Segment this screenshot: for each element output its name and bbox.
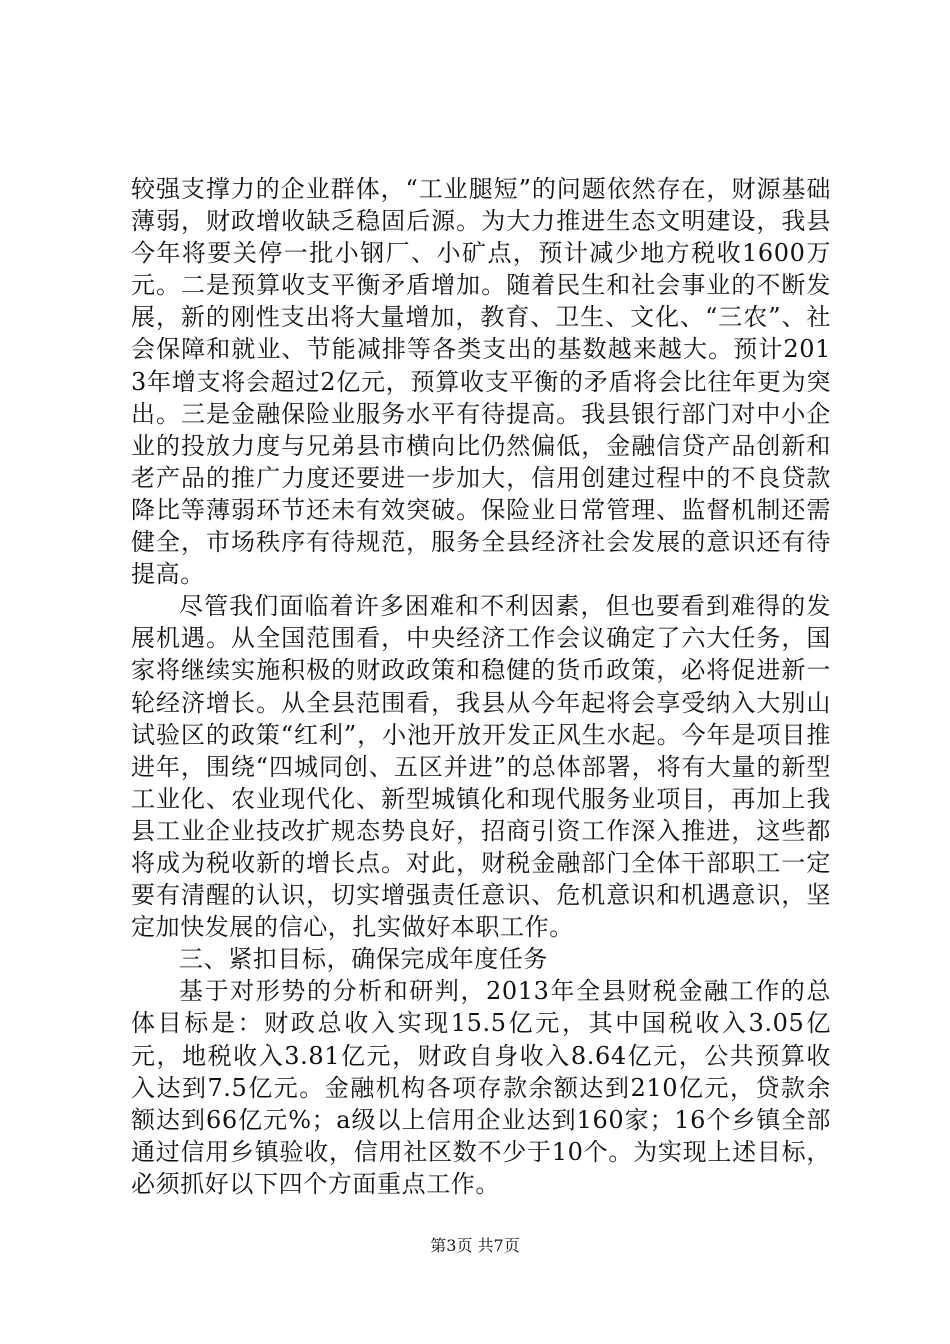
paragraph-continued: 较强支撑力的企业群体，“工业腿短”的问题依然存在，财源基础薄弱，财政增收缺乏稳固后源。为大力推进生态文明建设，我县今年将要关停一批小钢厂、小矿点，预计减少地方税收1600万元。二是预算收支平衡矛盾增加。随着民生和社会事业的不断发展，新的刚性支出将大量增加，教育、卫生、文化、“三农”、社会保障和就业、节能减排等各类支出的基数越来越大。预计2013年增支将会超过2亿元，预算收支平衡的矛盾将会比往年更为突出。三是金融保险业服务水平有待提高。我县银行部门对中小企业的投放力度与兄弟县市横向比仍然偏低，金融信贷产品创新和老产品的推广力度还要进一步加大，信用创建过程中的不良贷款降比等薄弱环节还未有效突破。保险业日常管理、监督机制还需健全，市场秩序有待规范，服务全县经济社会发展的意识还有待提高。 <box>131 175 831 589</box>
paragraph-targets: 基于对形势的分析和研判，2013年全县财税金融工作的总体目标是：财政总收入实现15.5亿元，其中国税收入3.05亿元，地税收入3.81亿元，财政自身收入8.64亿元，公共预算收入达到7.5亿元。金融机构各项存款余额达到210亿元，贷款余额达到66亿元%；a级以上信用企业达到160家；16个乡镇全部通过信用乡镇验收，信用社区数不少于10个。为实现上述目标，必须抓好以下四个方面重点工作。 <box>131 977 831 1198</box>
section-heading: 三、紧扣目标，确保完成年度任务 <box>179 945 548 974</box>
document-body <box>131 173 831 1200</box>
page-number: 第3页 共7页 <box>430 1236 520 1255</box>
paragraph-opportunities: 尽管我们面临着许多困难和不利因素，但也要看到难得的发展机遇。从全国范围看，中央经济工作会议确定了六大任务，国家将继续实施积极的财政政策和稳健的货币政策，必将促进新一轮经济增长。从全县范围看，我县从今年起将会享受纳入大别山试验区的政策“红利”，小池开放开发正风生水起。今年是项目推进年，围绕“四城同创、五区并进”的总体部署，将有大量的新型工业化、农业现代化、新型城镇化和现代服务业项目，再加上我县工业企业技改扩规态势良好，招商引资工作深入推进，这些都将成为税收新的增长点。对此，财税金融部门全体干部职工一定要有清醒的认识，切实增强责任意识、危机意识和机遇意识，坚定加快发展的信心，扎实做好本职工作。 <box>131 592 831 942</box>
